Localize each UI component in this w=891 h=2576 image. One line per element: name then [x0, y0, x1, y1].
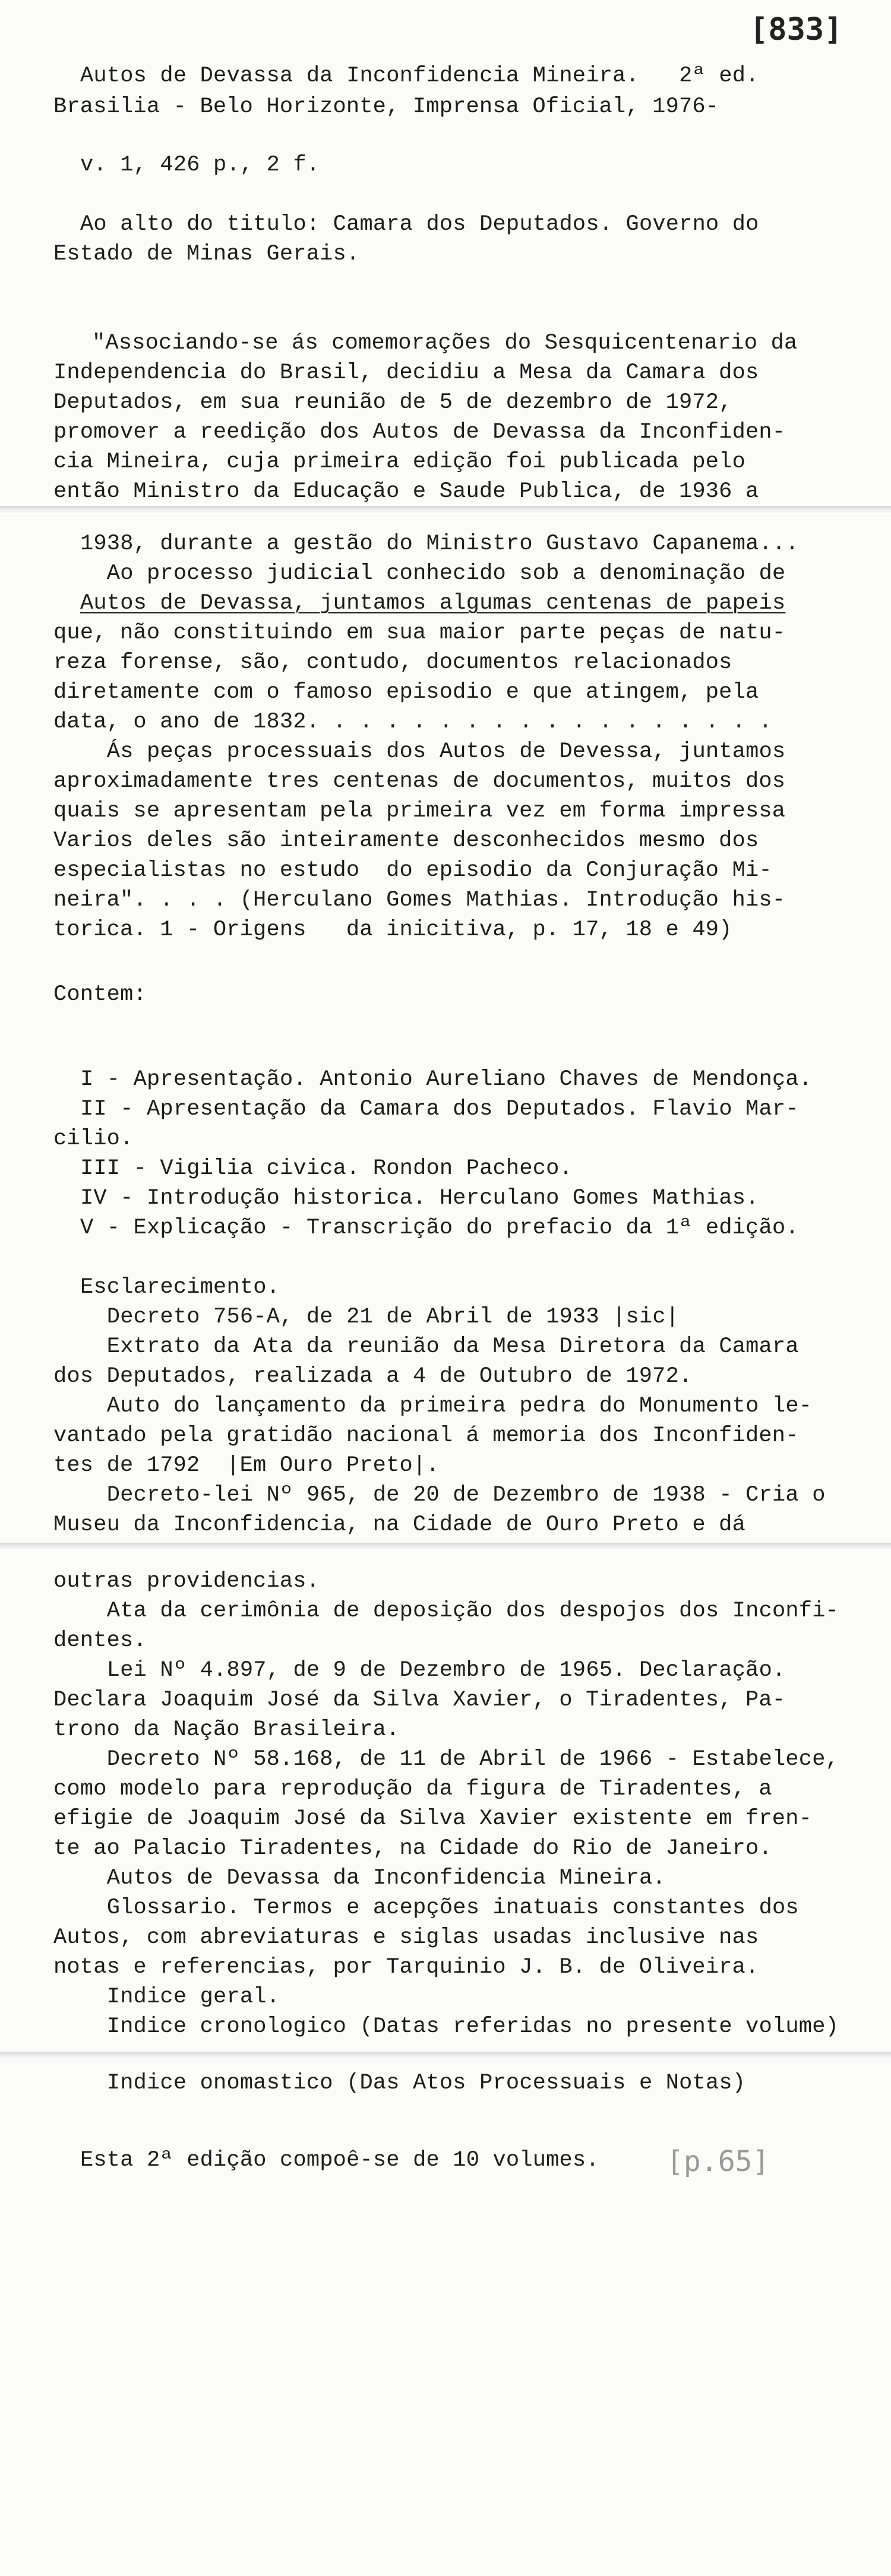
text-line: efigie de Joaquim José da Silva Xavier existente em fren- — [53, 1806, 813, 1831]
text-line: neira". . . . (Herculano Gomes Mathias. Introdução his- — [53, 888, 786, 913]
text-line: Declara Joaquim José da Silva Xavier, o Tiradentes, Pa- — [53, 1688, 786, 1713]
text-line: te ao Palacio Tiradentes, na Cidade do Rio de Janeiro. — [53, 1836, 772, 1861]
text-line: cia Mineira, cuja primeira edição foi publicada pelo — [53, 450, 745, 474]
text-line: trono da Nação Brasileira. — [53, 1717, 400, 1742]
text-line: Deputados, em sua reunião de 5 de dezembro de 1972, — [53, 390, 732, 415]
text-line: quais se apresentam pela primeira vez em forma impressa — [53, 799, 786, 824]
list-item: I - Apresentação. Antonio Aureliano Chaves de Mendonça. — [80, 1067, 813, 1092]
text-line: especialistas no estudo do episodio da Conjuração Mi- — [53, 858, 772, 883]
text-line: dos Deputados, realizada a 4 de Outubro de 1972. — [53, 1364, 693, 1389]
text-line: Ás peças processuais dos Autos de Devessa, juntamos — [80, 739, 786, 764]
text-line: como modelo para reprodução da figura de Tiradentes, a — [53, 1777, 772, 1802]
text-line: Decreto 756-A, de 21 de Abril de 1933 |sic| — [80, 1305, 680, 1330]
text-line: Decreto-lei Nº 965, de 20 de Dezembro de 1938 - Cria o — [80, 1483, 826, 1508]
text-line: 1938, durante a gestão do Ministro Gustavo Capanema... — [80, 531, 799, 556]
text-line: vantado pela gratidão nacional á memoria dos Inconfiden- — [53, 1423, 799, 1448]
text-line: "Associando-se ás comemorações do Sesquicentenario da — [92, 331, 798, 356]
text-line: reza forense, são, contudo, documentos relacionados — [53, 650, 732, 675]
text-line: dentes. — [53, 1628, 147, 1653]
text-line: Autos de Devassa da Inconfidencia Mineira. 2ª ed. — [80, 64, 759, 88]
text-line: Decreto Nº 58.168, de 11 de Abril de 1966 - Estabelece, — [80, 1747, 839, 1772]
text-line: promover a reedição dos Autos de Devassa da Inconfiden- — [53, 420, 786, 445]
text-line: torica. 1 - Origens da inicitiva, p. 17, 18 e 49) — [53, 917, 732, 942]
text-line: aproximadamente tres centenas de documentos, muitos dos — [53, 769, 786, 794]
text-line: Indice onomastico (Das Atos Processuais e Notas) — [80, 2071, 746, 2096]
list-item: V - Explicação - Transcrição do prefacio da 1ª edição. — [80, 1216, 799, 1240]
list-item: IV - Introdução historica. Herculano Gomes Mathias. — [80, 1186, 759, 1211]
text-line: Estado de Minas Gerais. — [53, 242, 360, 267]
list-item: II - Apresentação da Camara dos Deputados. Flavio Mar- — [80, 1097, 799, 1122]
text-line: Autos de Devassa, juntamos algumas centenas de papeis — [80, 591, 786, 616]
text-line: Museu da Inconfidencia, na Cidade de Ouro Preto e dá — [53, 1512, 745, 1537]
catalog-number: [833] — [750, 12, 843, 48]
text-line: então Ministro da Educação e Saude Publica, de 1936 a — [53, 479, 759, 504]
list-item: cilio. — [53, 1126, 134, 1151]
text-line: Varios deles são inteiramente desconhecidos mesmo dos — [53, 828, 759, 853]
text-line: diretamente com o famoso episodio e que atingem, pela — [53, 680, 759, 705]
text-line: Autos, com abreviaturas e siglas usadas inclusive nas — [53, 1925, 759, 1950]
text-line: Brasilia - Belo Horizonte, Imprensa Oficial, 1976- — [53, 94, 719, 119]
text-line: Indice geral. — [80, 1985, 280, 2009]
card-divider — [0, 506, 891, 514]
text-line: data, o ano de 1832. . . . . . . . . . . . . . . . . . — [53, 710, 772, 735]
text-line: v. 1, 426 p., 2 f. — [80, 153, 320, 178]
card-divider — [0, 1543, 891, 1551]
text-line: Ata da cerimônia de deposição dos despojos dos Inconfi- — [80, 1599, 839, 1624]
text-line: Indice cronologico (Datas referidas no presente volume) — [80, 2014, 839, 2039]
text-line: que, não constituindo em sua maior parte peças de natu- — [53, 621, 786, 645]
section-heading: Contem: — [53, 982, 147, 1007]
text-line: Autos de Devassa da Inconfidencia Mineira. — [80, 1866, 666, 1891]
card-divider — [0, 2052, 891, 2060]
text-line: Independencia do Brasil, decidiu a Mesa da Camara dos — [53, 360, 759, 385]
text-line: Glossario. Termos e acepções inatuais constantes dos — [80, 1895, 799, 1920]
page-note: [p.65] — [666, 2145, 770, 2178]
text-line: Lei Nº 4.897, de 9 de Dezembro de 1965. Declaração. — [80, 1658, 786, 1683]
text-line: Extrato da Ata da reunião da Mesa Diretora da Camara — [80, 1334, 799, 1359]
list-item: III - Vigilia civica. Rondon Pacheco. — [80, 1156, 573, 1181]
text-line: Ao alto do titulo: Camara dos Deputados. Governo do — [80, 212, 759, 237]
text-line: tes de 1792 |Em Ouro Preto|. — [53, 1453, 440, 1478]
card-4 — [0, 2059, 891, 2576]
text-line: outras providencias. — [53, 1569, 320, 1594]
text-line: Auto do lançamento da primeira pedra do Monumento le- — [80, 1394, 813, 1419]
text-line: notas e referencias, por Tarquinio J. B. de Oliveira. — [53, 1955, 759, 1980]
text-line: Esta 2ª edição compoê-se de 10 volumes. — [80, 2148, 599, 2173]
text-line: Ao processo judicial conhecido sob a denominação de — [80, 561, 786, 586]
text-line: Esclarecimento. — [80, 1275, 280, 1300]
